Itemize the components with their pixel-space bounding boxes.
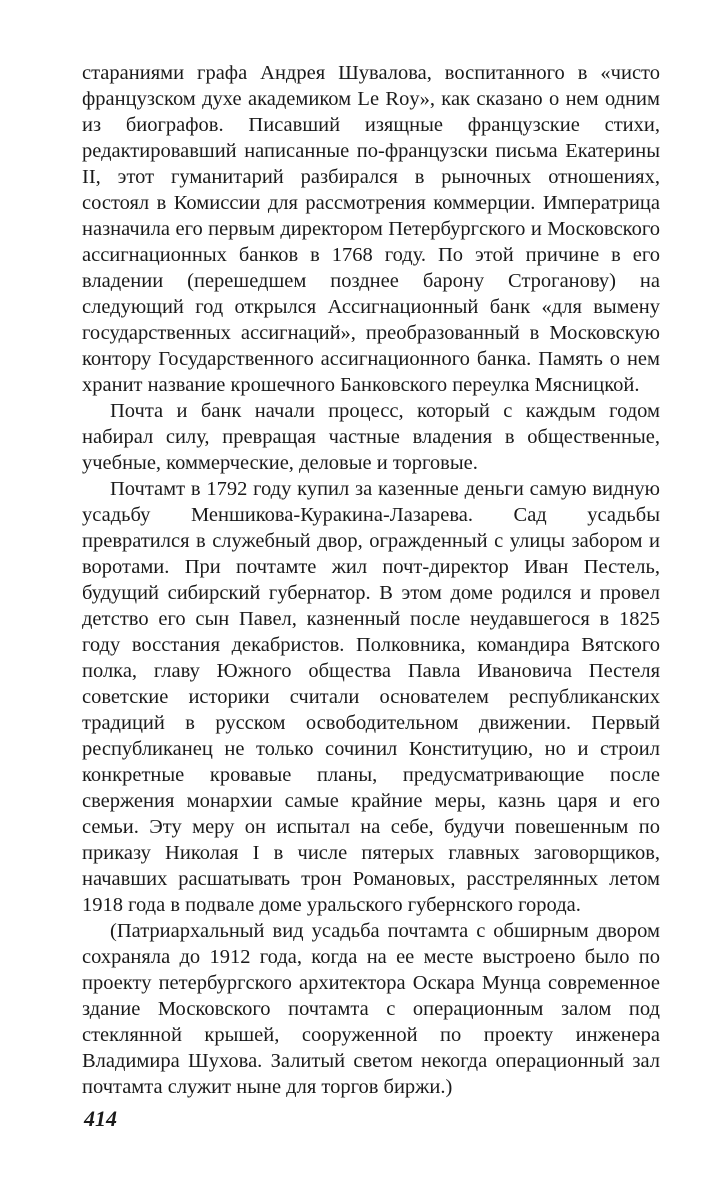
page-body [82, 60, 660, 1100]
paragraph-shuvalov: стараниями графа Андрея Шувалова, воспитанного в «чисто французском духе академиком Le Roy», как сказано о нем одним из биографов. Писавший изящные французские стихи, редактировавший написанные по-французски письма Екатерины II, этот гуманитарий разбирался в рыночных отношениях, состоял в Комиссии для рассмотрения коммерции. Императрица назначила его первым директором Петербургского и Московского ассигнационных банков в 1768 году. По этой причине в его владении (перешедшем позднее барону Строганову) на следующий год открылся Ассигнационный банк «для вымену государственных ассигнаций», преобразованный в Московскую контору Государственного ассигнационного банка. Память о нем хранит название крошечного Банковского переулка Мясницкой. [82, 62, 660, 396]
paragraph-patriarchal-view: (Патриархальный вид усадьба почтамта с обширным двором сохраняла до 1912 года, когда на ее месте выстроено было по проекту петербургского архитектора Оскара Мунца современное здание Московского почтамта с операционным залом под стеклянной крышей, сооруженной по проекту инженера Владимира Шухова. Залитый светом некогда операционный зал почтамта служит ныне для торгов биржи.) [82, 920, 660, 1098]
page-number: 414 [84, 1106, 117, 1131]
paragraph-post-and-bank: Почта и банк начали процесс, который с каждым годом набирал силу, превращая частные владения в общественные, учебные, коммерческие, деловые и торговые. [82, 400, 660, 474]
paragraph-pochtamt-1792: Почтамт в 1792 году купил за казенные деньги самую видную усадьбу Меншикова-Куракина-Лазарева. Сад усадьбы превратился в служебный двор, огражденный с улицы забором и воротами. При почтамте жил почт-директор Иван Пестель, будущий сибирский губернатор. В этом доме родился и провел детство его сын Павел, казненный после неудавшегося в 1825 году восстания декабристов. Полковника, командира Вятского полка, главу Южного общества Павла Ивановича Пестеля советские историки считали основателем республиканских традиций в русском освободительном движении. Первый республиканец не только сочинил Конституцию, но и строил конкретные кровавые планы, предусматривающие после свержения монархии самые крайние меры, казнь царя и его семьи. Эту меру он испытал на себе, будучи повешенным по приказу Николая I в числе пятерых главных заговорщиков, начавших расшатывать трон Романовых, расстрелянных летом 1918 года в подвале доме уральского губернского города. [82, 478, 660, 916]
